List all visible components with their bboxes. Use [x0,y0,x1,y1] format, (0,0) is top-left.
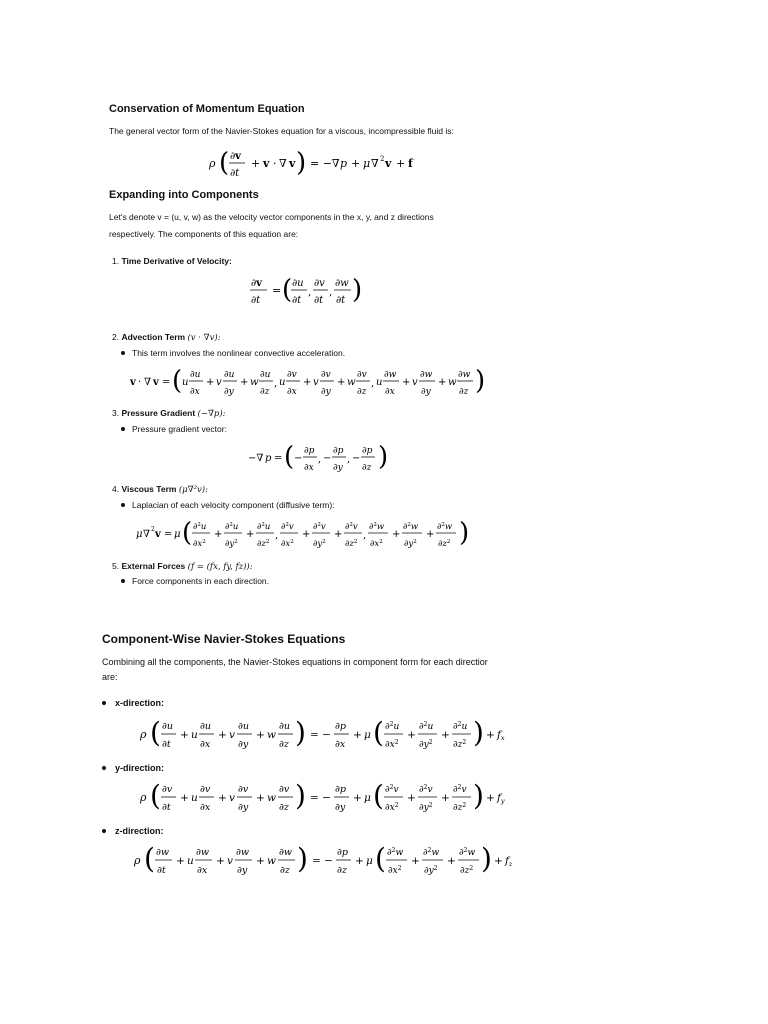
svg-text:∂x: ∂x [287,387,297,397]
svg-text:): ) [352,275,363,305]
svg-text:∂t: ∂t [162,739,171,750]
svg-text:∂z2: $\partial z^2$ [438,539,451,549]
svg-text:∂y: ∂y [224,387,234,397]
svg-text:∂v: ∂v [230,151,241,162]
direction-label: x-direction: [115,698,165,708]
svg-text:w: w [347,377,356,388]
equation-momentum-vector [205,146,485,182]
svg-text:w: w [267,855,276,867]
svg-text:∂z2: $\partial z^2$ [257,539,270,549]
svg-text:+: + [407,792,416,804]
svg-text:=: = [164,529,173,540]
svg-text:∂z2: $\partial z^2$ [453,739,467,750]
svg-text:): ) [295,716,306,749]
svg-text:w: w [267,729,276,741]
svg-text:∂2v: ∂$^2$v [313,522,326,532]
item-number: 4. [112,484,120,494]
bullet-text: Force components in each direction. [132,576,270,586]
equation-time-derivative [245,273,365,311]
svg-text:∂w: ∂w [156,847,170,858]
svg-text:+: + [334,529,343,540]
svg-text:∂v: ∂v [162,784,173,795]
svg-text:): ) [297,842,308,875]
svg-text:μ: μ [364,729,371,741]
svg-text:∂t: ∂t [292,295,302,306]
svg-text:,: , [329,287,333,298]
svg-text:v: v [229,792,235,804]
svg-text:∂y: ∂y [237,865,248,876]
svg-text:+: + [218,792,227,804]
svg-text:∂w: ∂w [196,847,210,858]
svg-text:∂x2: $\partial x^2$ [388,865,402,876]
svg-text:): ) [296,148,307,178]
svg-text:∂x2: $\partial x^2$ [193,539,206,549]
svg-text:∂2u: ∂$^2$u [385,721,400,732]
svg-text:,: , [371,378,375,389]
svg-text:+: + [447,855,456,867]
svg-text:∂2v: ∂$^2$v [419,784,433,795]
svg-text:−: − [323,453,332,464]
svg-text:= −∇: = −∇ [310,157,340,170]
svg-text:v: v [153,377,159,388]
svg-text:∂z2: $\partial z^2$ [453,802,467,813]
svg-text:∇: ∇ [279,157,287,170]
svg-text:v: v [289,157,296,170]
svg-text:∇: ∇ [143,529,150,540]
svg-text:u: u [187,855,194,867]
svg-text:−∇: −∇ [248,453,264,464]
svg-text:∂t: ∂t [230,168,240,179]
svg-text:=: = [274,453,283,464]
svg-text:∂w: ∂w [335,278,349,289]
bullet-dot [121,427,125,431]
svg-text:μ: μ [366,855,373,867]
bullet-dot [121,351,125,355]
svg-text:∂2u: ∂$^2$u [193,522,207,532]
svg-text:,: , [308,287,312,298]
svg-text:(: ( [144,842,155,875]
bullet-text: Pressure gradient vector: [132,424,227,434]
bullet-text: Laplacian of each velocity component (diffusive term): [132,500,335,510]
svg-text:u: u [191,729,198,741]
svg-text:∂x2: $\partial x^2$ [385,739,399,750]
svg-text:=: = [162,377,171,388]
svg-text:∂2v: ∂$^2$v [281,522,294,532]
svg-text:∂z: ∂z [459,387,469,397]
bullet-dot [102,829,106,833]
svg-text:∂u: ∂u [279,721,291,732]
item-number: 5. [112,561,120,571]
svg-text:(: ( [172,366,183,396]
svg-text:∂2w: ∂$^2$w [403,522,419,532]
svg-text:∂y: ∂y [238,739,249,750]
svg-text:u: u [279,377,286,388]
svg-text:+: + [216,855,225,867]
svg-text:+: + [180,792,189,804]
svg-text:fx: fx [497,729,505,742]
svg-text:+: + [303,377,312,388]
svg-text:+: + [411,855,420,867]
svg-text:∂t: ∂t [314,295,324,306]
svg-text:∂x2: $\partial x^2$ [385,802,399,813]
svg-text:f: f [408,157,413,170]
svg-text:= −: = − [310,729,331,741]
svg-text:+: + [355,855,364,867]
svg-text:,: , [274,378,278,389]
direction-y-heading [102,763,164,773]
svg-text:∂x: ∂x [197,865,208,876]
svg-text:∂x: ∂x [200,739,211,750]
svg-text:+: + [206,377,215,388]
svg-text:∂x: ∂x [304,463,314,473]
section-intro-components-line1: Let's denote v = (u, v, w) as the velocity vector components in the x, y, and z directions [109,212,434,222]
item-5-bullet [121,576,269,586]
section-intro-componentwise-line1: Combining all the components, the Navier-Stokes equations in component form for each directior [102,657,488,667]
svg-text:,: , [275,530,279,541]
svg-text:∂v: ∂v [238,784,249,795]
item-number: 1. [112,256,120,266]
section-title-componentwise: Component-Wise Navier-Stokes Equations [102,632,346,646]
svg-text:= −: = − [312,855,333,867]
equation-z-direction [130,842,526,882]
svg-text:∂v: ∂v [357,370,367,380]
svg-text:v: v [155,529,161,540]
svg-text:∂x: ∂x [335,739,346,750]
svg-text:∂2w: ∂$^2$w [437,522,453,532]
svg-text:+: + [494,855,503,867]
svg-text:+: + [392,529,401,540]
svg-text:+: + [176,855,185,867]
svg-text:v: v [130,377,136,388]
svg-text:(: ( [150,716,161,749]
svg-text:∂y2: $\partial y^2$ [419,802,433,813]
svg-text:): ) [481,842,492,875]
svg-text:∂p: ∂p [335,784,346,795]
svg-text:+: + [302,529,311,540]
svg-text:(: ( [284,442,295,472]
svg-text:p: p [340,157,348,170]
item-label-math: (v · ∇v): [187,333,221,343]
svg-text:∂y: ∂y [321,387,331,397]
svg-text:·: · [273,157,277,170]
svg-text:∂p: ∂p [362,446,373,456]
svg-text:(: ( [219,148,230,178]
svg-text:∂2w: ∂$^2$w [459,847,476,858]
svg-text:+: + [256,855,265,867]
svg-text:∂w: ∂w [279,847,293,858]
svg-text:∂z: ∂z [362,463,372,473]
item-label: External Forces [121,561,186,571]
svg-text:(: ( [375,842,386,875]
equation-y-direction [136,779,526,819]
svg-text:∂p: ∂p [333,446,344,456]
svg-text:w: w [267,792,276,804]
svg-text:fz: fz [505,855,513,868]
svg-text:∂z: ∂z [279,739,289,750]
svg-text:(: ( [150,779,161,812]
item-label-math: (−∇p): [197,409,226,419]
equation-pressure-gradient [244,440,404,478]
svg-text:∂v: ∂v [251,278,262,289]
svg-text:+: + [256,792,265,804]
svg-text:∂y2: $\partial y^2$ [419,739,433,750]
svg-text:∂z2: $\partial z^2$ [460,865,474,876]
svg-text:+: + [426,529,435,540]
section-intro-componentwise-line2: are: [102,672,118,682]
svg-text:v: v [229,729,235,741]
svg-text:+: + [441,792,450,804]
svg-text:v: v [412,377,418,388]
svg-text:μ: μ [363,157,371,170]
item-2-bullet [121,348,345,358]
section-title-components: Expanding into Components [109,189,259,201]
svg-text:∂2w: ∂$^2$w [369,522,385,532]
svg-text:+: + [240,377,249,388]
svg-text:v: v [385,157,392,170]
svg-text:+: + [353,729,362,741]
svg-text:+: + [402,377,411,388]
svg-text:∂v: ∂v [287,370,297,380]
svg-text:∂z2: $\partial z^2$ [345,539,358,549]
svg-text:μ: μ [364,792,371,804]
svg-text:μ: μ [174,529,181,540]
svg-text:+: + [214,529,223,540]
direction-label: z-direction: [115,826,164,836]
item-label: Pressure Gradient [121,408,196,418]
svg-text:∂u: ∂u [260,370,271,380]
item-number: 2. [112,332,120,342]
svg-text:∂u: ∂u [238,721,250,732]
svg-text:∂u: ∂u [224,370,235,380]
svg-text:∂u: ∂u [162,721,174,732]
item-2-heading [112,332,221,343]
svg-text:∂t: ∂t [157,865,166,876]
svg-text:∂x2: $\partial x^2$ [370,539,383,549]
svg-text:p: p [265,453,272,464]
bullet-dot [102,701,106,705]
svg-text:+: + [337,377,346,388]
svg-text:∂z: ∂z [280,865,290,876]
equation-advection [126,364,516,402]
svg-text:(: ( [282,275,293,305]
svg-text:w: w [448,377,457,388]
svg-text:∇: ∇ [371,157,379,170]
svg-text:∂z: ∂z [279,802,289,813]
svg-text:∂p: ∂p [335,721,346,732]
svg-text:+: + [353,792,362,804]
svg-text:∂y2: $\partial y^2$ [313,539,326,549]
item-3-heading [112,408,226,419]
svg-text:w: w [250,377,259,388]
svg-text:∂z: ∂z [260,387,270,397]
svg-text:∂z: ∂z [357,387,367,397]
svg-text:,: , [363,530,367,541]
equation-x-direction [136,716,526,756]
bullet-dot [121,579,125,583]
svg-text:(: ( [373,716,384,749]
svg-text:∂v: ∂v [321,370,331,380]
svg-text:+: + [180,729,189,741]
svg-text:∂y2: $\partial y^2$ [424,865,438,876]
svg-text:∂y: ∂y [335,802,346,813]
item-number: 3. [112,408,120,418]
svg-text:2: 2 [380,155,385,163]
section-title-momentum: Conservation of Momentum Equation [109,103,305,115]
svg-text:∂x2: $\partial x^2$ [281,539,294,549]
svg-text:∂u: ∂u [292,278,304,289]
svg-text:+: + [407,729,416,741]
item-label: Time Derivative of Velocity: [121,256,232,266]
svg-text:+: + [256,729,265,741]
svg-text:∂w: ∂w [420,370,433,380]
svg-text:∂u: ∂u [190,370,201,380]
svg-text:∂y: ∂y [421,387,431,397]
svg-text:v: v [216,377,222,388]
svg-text:∂2v: ∂$^2$v [453,784,467,795]
svg-text:∂2v: ∂$^2$v [345,522,358,532]
svg-text:+: + [441,729,450,741]
svg-text:∂v: ∂v [314,278,325,289]
svg-text:= −: = − [310,792,331,804]
item-label-math: (μ∇²v): [178,485,208,495]
svg-text:∂w: ∂w [458,370,471,380]
svg-text:u: u [182,377,189,388]
svg-text:v: v [313,377,319,388]
svg-text:ρ: ρ [134,854,141,867]
svg-text:u: u [376,377,383,388]
svg-text:ρ: ρ [140,728,147,741]
bullet-dot [121,503,125,507]
svg-text:∂x: ∂x [385,387,395,397]
svg-text:∂u: ∂u [200,721,212,732]
svg-text:∂2w: ∂$^2$w [423,847,440,858]
svg-text:∂p: ∂p [337,847,348,858]
svg-text:∂x: ∂x [190,387,200,397]
svg-text:+: + [396,157,406,170]
svg-text:): ) [475,366,486,396]
section-intro-components-line2: respectively. The components of this equation are: [109,229,299,239]
svg-text:∂w: ∂w [384,370,397,380]
svg-text:2: 2 [151,526,155,533]
svg-text:∂y2: $\partial y^2$ [225,539,238,549]
svg-text:∂y: ∂y [238,802,249,813]
svg-text:∂2u: ∂$^2$u [225,522,239,532]
item-label: Viscous Term [121,484,177,494]
direction-z-heading [102,826,164,836]
section-intro-momentum: The general vector form of the Navier-Stokes equation for a viscous, incompressible fluid is: [109,126,454,136]
svg-text:∇: ∇ [144,377,151,388]
direction-label: y-direction: [115,763,165,773]
svg-text:): ) [378,442,389,472]
svg-text:): ) [473,779,484,812]
item-1-heading [112,256,232,266]
svg-text:∂y2: $\partial y^2$ [404,539,417,549]
svg-text:∂2u: ∂$^2$u [453,721,468,732]
svg-text:∂z: ∂z [337,865,347,876]
item-5-heading [112,561,253,572]
svg-text:+: + [486,729,495,741]
svg-text:∂t: ∂t [251,295,261,306]
bullet-text: This term involves the nonlinear convective acceleration. [132,348,346,358]
svg-text:u: u [191,792,198,804]
svg-text:∂v: ∂v [200,784,211,795]
svg-text:): ) [459,518,470,548]
svg-text:v: v [263,157,270,170]
bullet-dot [102,766,106,770]
svg-text:μ: μ [136,529,143,540]
item-label-math: (f = (fx, fy, fz)): [187,562,253,572]
svg-text:,: , [347,454,351,465]
svg-text:∂y: ∂y [333,463,343,473]
svg-text:∂x: ∂x [200,802,211,813]
svg-text:,: , [318,454,322,465]
svg-text:∂t: ∂t [162,802,171,813]
svg-text:(: ( [373,779,384,812]
svg-text:∂p: ∂p [304,446,315,456]
item-label: Advection Term [121,332,186,342]
svg-text:∂2v: ∂$^2$v [385,784,399,795]
svg-text:+: + [218,729,227,741]
svg-text:−: − [294,453,303,464]
svg-text:+: + [438,377,447,388]
svg-text:+: + [351,157,361,170]
svg-text:·: · [138,377,142,388]
svg-text:ρ: ρ [209,157,216,170]
svg-text:=: = [272,284,282,297]
item-3-bullet [121,424,227,434]
svg-text:+: + [246,529,255,540]
svg-text:+: + [251,157,261,170]
svg-text:): ) [473,716,484,749]
svg-text:∂2u: ∂$^2$u [419,721,434,732]
svg-text:fy: fy [497,792,505,805]
svg-text:∂t: ∂t [336,295,346,306]
equation-viscous [132,516,508,554]
direction-x-heading [102,698,164,708]
svg-text:): ) [295,779,306,812]
svg-text:(: ( [182,518,193,548]
item-4-bullet [121,500,335,510]
svg-text:∂w: ∂w [236,847,250,858]
item-4-heading [112,484,208,495]
svg-text:−: − [352,453,361,464]
svg-text:∂v: ∂v [279,784,290,795]
svg-text:+: + [486,792,495,804]
svg-text:∂2u: ∂$^2$u [257,522,271,532]
svg-text:v: v [227,855,233,867]
svg-text:∂2w: ∂$^2$w [387,847,404,858]
svg-text:ρ: ρ [140,791,147,804]
